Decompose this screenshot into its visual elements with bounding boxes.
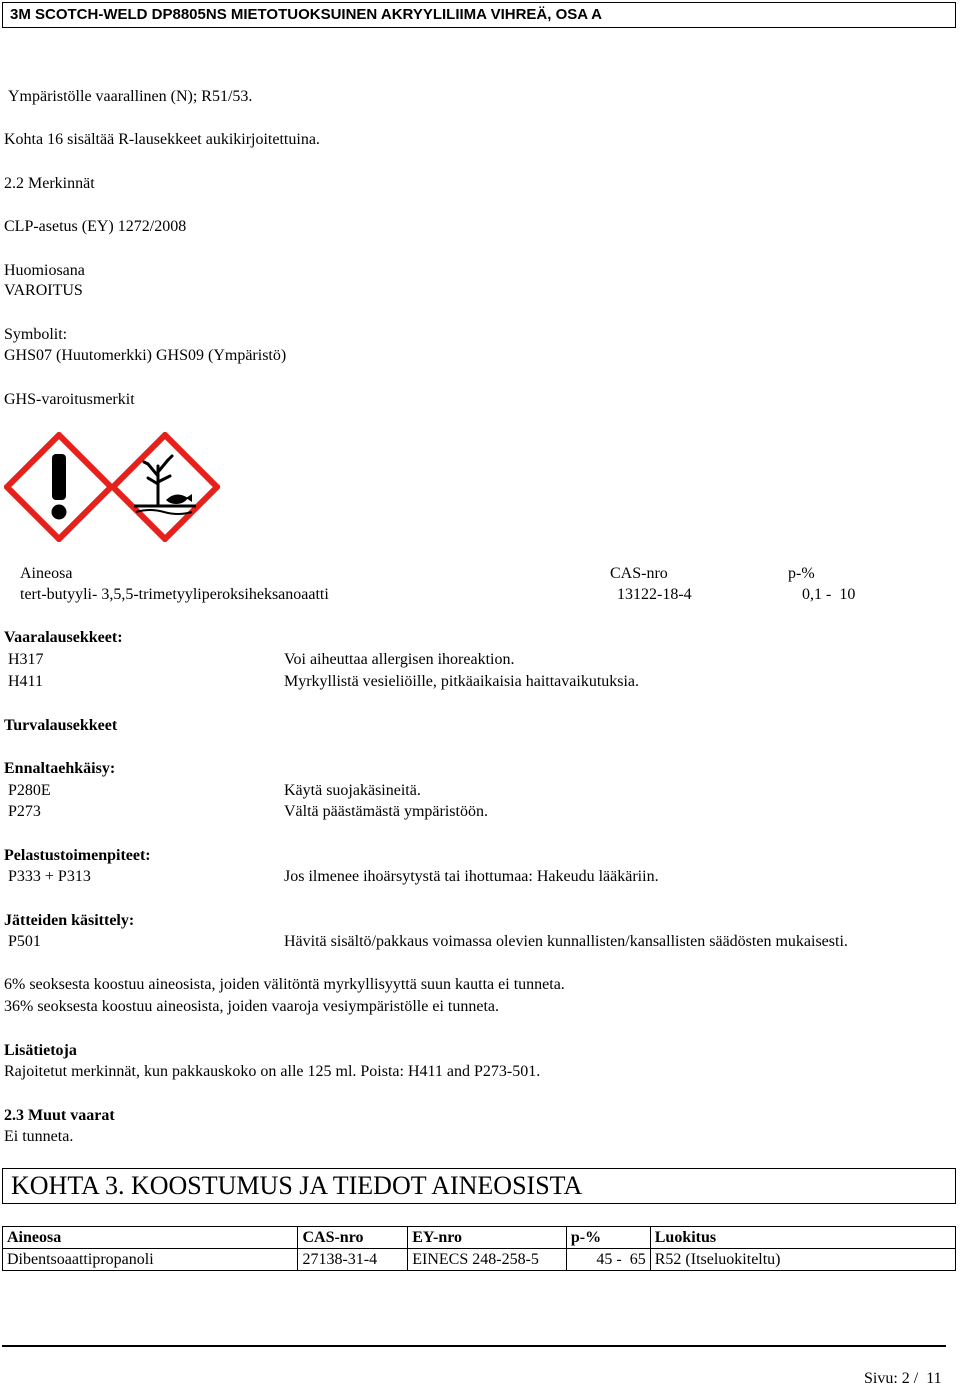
precaution-code: P280E bbox=[8, 782, 51, 799]
other-hazards-text: Ei tunneta. bbox=[4, 1128, 74, 1145]
precautionary-heading: Turvalausekkeet bbox=[4, 717, 118, 734]
hazard-statements-label: Vaaralausekkeet: bbox=[4, 629, 123, 646]
hazard-text: Voi aiheuttaa allergisen ihoreaktion. bbox=[284, 651, 515, 668]
column-header: Aineosa bbox=[3, 1227, 298, 1249]
section16-note: Kohta 16 sisältää R-lausekkeet aukikirjoitettuina. bbox=[4, 131, 320, 148]
ingredient-cas: 13122-18-4 bbox=[617, 586, 692, 603]
precaution-code: P501 bbox=[8, 933, 41, 950]
hazard-text: Myrkyllistä vesieliöille, pitkäaikaisia haittavaikutuksia. bbox=[284, 673, 640, 690]
table-cell: 45 - 65 bbox=[566, 1249, 650, 1271]
column-header: p-% bbox=[566, 1227, 650, 1249]
document-header-title: 3M SCOTCH-WELD DP8805NS MIETOTUOKSUINEN AKRYYLILIIMA VIHREÄ, OSA A bbox=[2, 2, 956, 28]
aquatic-hazard-note: 36% seoksesta koostuu aineosista, joiden vaaroja vesiympäristölle ei tunneta. bbox=[4, 998, 499, 1015]
signal-word-label: Huomiosana bbox=[4, 262, 85, 279]
footer-rule bbox=[2, 1345, 946, 1347]
section3-title: KOHTA 3. KOOSTUMUS JA TIEDOT AINEOSISTA bbox=[2, 1168, 956, 1204]
acute-toxicity-note: 6% seoksesta koostuu aineosista, joiden välitöntä myrkyllisyyttä suun kautta ei tunneta. bbox=[4, 976, 565, 993]
table-cell: Dibentsoaattipropanoli bbox=[3, 1249, 298, 1271]
table-row bbox=[3, 1249, 956, 1271]
ingredient-name: tert-butyyli- 3,5,5-trimetyyliperoksiheksanoaatti bbox=[20, 586, 329, 603]
ingredient-col-pct: p-% bbox=[788, 565, 815, 582]
precaution-code: P333 + P313 bbox=[8, 868, 91, 885]
symbols-label: Symbolit: bbox=[4, 326, 68, 343]
environment-pictogram-icon bbox=[110, 432, 220, 542]
exclamation-mark-pictogram-icon bbox=[4, 432, 114, 542]
additional-info-heading: Lisätietoja bbox=[4, 1042, 77, 1059]
precaution-text: Käytä suojakäsineitä. bbox=[284, 782, 421, 799]
disposal-label: Jätteiden käsittely: bbox=[4, 912, 135, 929]
table-cell: 27138-31-4 bbox=[298, 1249, 408, 1271]
table-cell: R52 (Itseluokiteltu) bbox=[650, 1249, 955, 1271]
hazard-code: H317 bbox=[8, 651, 44, 668]
labelling-heading: 2.2 Merkinnät bbox=[4, 175, 95, 192]
ingredient-col-cas: CAS-nro bbox=[610, 565, 668, 582]
prevention-label: Ennaltaehkäisy: bbox=[4, 760, 116, 777]
pictograms-label: GHS-varoitusmerkit bbox=[4, 391, 135, 408]
hazard-code: H411 bbox=[8, 673, 43, 690]
table-cell: EINECS 248-258-5 bbox=[408, 1249, 567, 1271]
additional-info-text: Rajoitetut merkinnät, kun pakkauskoko on alle 125 ml. Poista: H411 and P273-501. bbox=[4, 1063, 541, 1080]
precaution-text: Hävitä sisältö/pakkaus voimassa olevien kunnallisten/kansallisten säädösten mukaisesti. bbox=[284, 933, 848, 950]
page-number: Sivu: 2 / 11 bbox=[864, 1370, 942, 1387]
response-label: Pelastustoimenpiteet: bbox=[4, 847, 151, 864]
precaution-code: P273 bbox=[8, 803, 41, 820]
symbols-list: GHS07 (Huutomerkki) GHS09 (Ympäristö) bbox=[4, 347, 287, 364]
precaution-text: Jos ilmenee ihoärsytystä tai ihottumaa: Hakeudu lääkäriin. bbox=[284, 868, 659, 885]
table-header-row bbox=[3, 1227, 956, 1249]
other-hazards-heading: 2.3 Muut vaarat bbox=[4, 1107, 115, 1124]
composition-table bbox=[2, 1226, 956, 1271]
ingredient-pct: 0,1 - 10 bbox=[802, 586, 856, 603]
column-header: Luokitus bbox=[650, 1227, 955, 1249]
clp-regulation: CLP-asetus (EY) 1272/2008 bbox=[4, 218, 187, 235]
ingredient-col-name: Aineosa bbox=[20, 565, 73, 582]
signal-word: VAROITUS bbox=[4, 282, 83, 299]
column-header: CAS-nro bbox=[298, 1227, 408, 1249]
precaution-text: Vältä päästämästä ympäristöön. bbox=[284, 803, 488, 820]
classification-line: Ympäristölle vaarallinen (N); R51/53. bbox=[8, 88, 253, 105]
column-header: EY-nro bbox=[408, 1227, 567, 1249]
